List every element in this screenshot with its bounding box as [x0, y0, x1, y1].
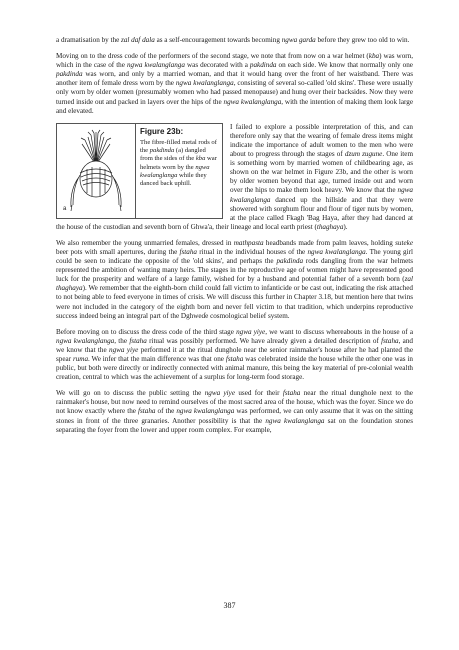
figure-caption: The fibre-filled metal rods of the pakdinda (a) dangled from the sides of the kba war helmets worn by the ngwa kwalanglanga while they danced back uphill. [140, 138, 217, 188]
war-helmet-drawing [61, 127, 131, 217]
paragraph-1: a dramatisation by the zal daf dala as a self-encouragement towards becoming ngwa garda before they grew too old to win. [56, 36, 410, 44]
paragraph-2: Moving on to the dress code of the performers of the second stage, we note that from now on a war helmet (kba) was worn, which in the case of the ngwa kwalanglanga was decorated with a pakdinda on each side. We know that normally only one pakdinda was worn, and only by a married woman, and that it would hang over the front of her waistband. There was another item of female dress worn by the ngwa kwalanglanga, consisting of several so-called 'old skins'. These were usually only worn by older women (presumably women who had passed menopause) and hung over their backsides. Now they were turned inside out and packed in layers over the hips of the ngwa kwalanglanga, with the intention of making them look large and elevated. [56, 52, 414, 115]
page-number: 387 [223, 601, 236, 610]
paragraph-4: We also remember the young unmarried females, dressed in mathpasta headbands made from palm leaves, holding suteke beer pots with small apertures, during the fstaha ritual in the individual houses of the ngwa kwalanglanga. The young girl could be seen to indicate the opposite of the 'old skins', and perhaps the pakdinda rods dangling from the war helmets represented the ambition of wanting many heirs. The stages in the reproductive age of women might have represented good luck for the prosperity and welfare of a large family, wished for by a husband and potential father of a seventh born (zal thaghaya). We remember that the eighth-born child could fall victim to infanticide or be cast out, indicating the risk attached to not being able to feed everyone in times of crisis. We will discuss this further in Chapter 3.18, but mention here that twins were not included in the category of the eighth born and never fell victim to that tradition, which underpins reproductive success indeed being an integral part of the Dghweɗe cosmological belief system. [56, 238, 414, 320]
paragraph-6: We will go on to discuss the public setting the ngwa yiye used for their fstaha near the ritual dunghole next to the rainmaker's house, but now need to remind ourselves of the most sacred area of the house, which was the foyer. Since we do not know exactly where the fstaha of the ngwa kwalanglanga was performed, we can only assume that it was on the sitting stones in front of the three granaries. Another possibility is that the ngwa kwalanglanga sat on the foundation stones separating the foyer from the lower and upper room complex. For example, [56, 389, 414, 434]
paragraph-5: Before moving on to discuss the dress code of the third stage ngwa yiye, we want to discuss whereabouts in the house of a ngwa kwalanglanga, the fstaha ritual was possibly performed. We have already given a detailed description of fstaha, and we know that the ngwa yiye performed it at the ritual dunghole near the senior rainmaker's house after he had planted the spear ruma. We infer that the main difference was that one fstaha was celebrated inside the house while the other one was in public, but both were directly or indirectly connected with animal manure, this being the key material of pre-colonial wealth creation, central to which was the achievement of a surplus for long-term food storage. [56, 327, 414, 382]
figure-block [56, 123, 413, 239]
figure-label-a: a [63, 205, 67, 212]
figure-title: Figure 23b: [140, 126, 184, 136]
figure-caption-box [136, 124, 222, 218]
paragraph-3: I failed to explore a possible interpretation of this, and can therefore only say that the wearing of female dress items might indicate the importance of adult women to the men who were about to progress through the stages of dzum zugune. One item is something worn by married women of childbearing age, as shown on the war helmet in Figure 23b, and the other is worn by older women beyond that age, turned inside out and worn over the hips to make them look heavy. We know that the ngwa kwalanglanga danced up the hillside and that they were showered with sorghum flour and flour of tiger nuts by women, at the place called Fkagh 'Bag Haya, after they had danced at the house of the custodian and seventh born of Ghwa'a, their lineage and local earth priest (thaghaya). [56, 122, 413, 231]
page-body [56, 36, 413, 442]
figure-23b [56, 123, 223, 219]
war-helmet-illustration [57, 124, 136, 218]
